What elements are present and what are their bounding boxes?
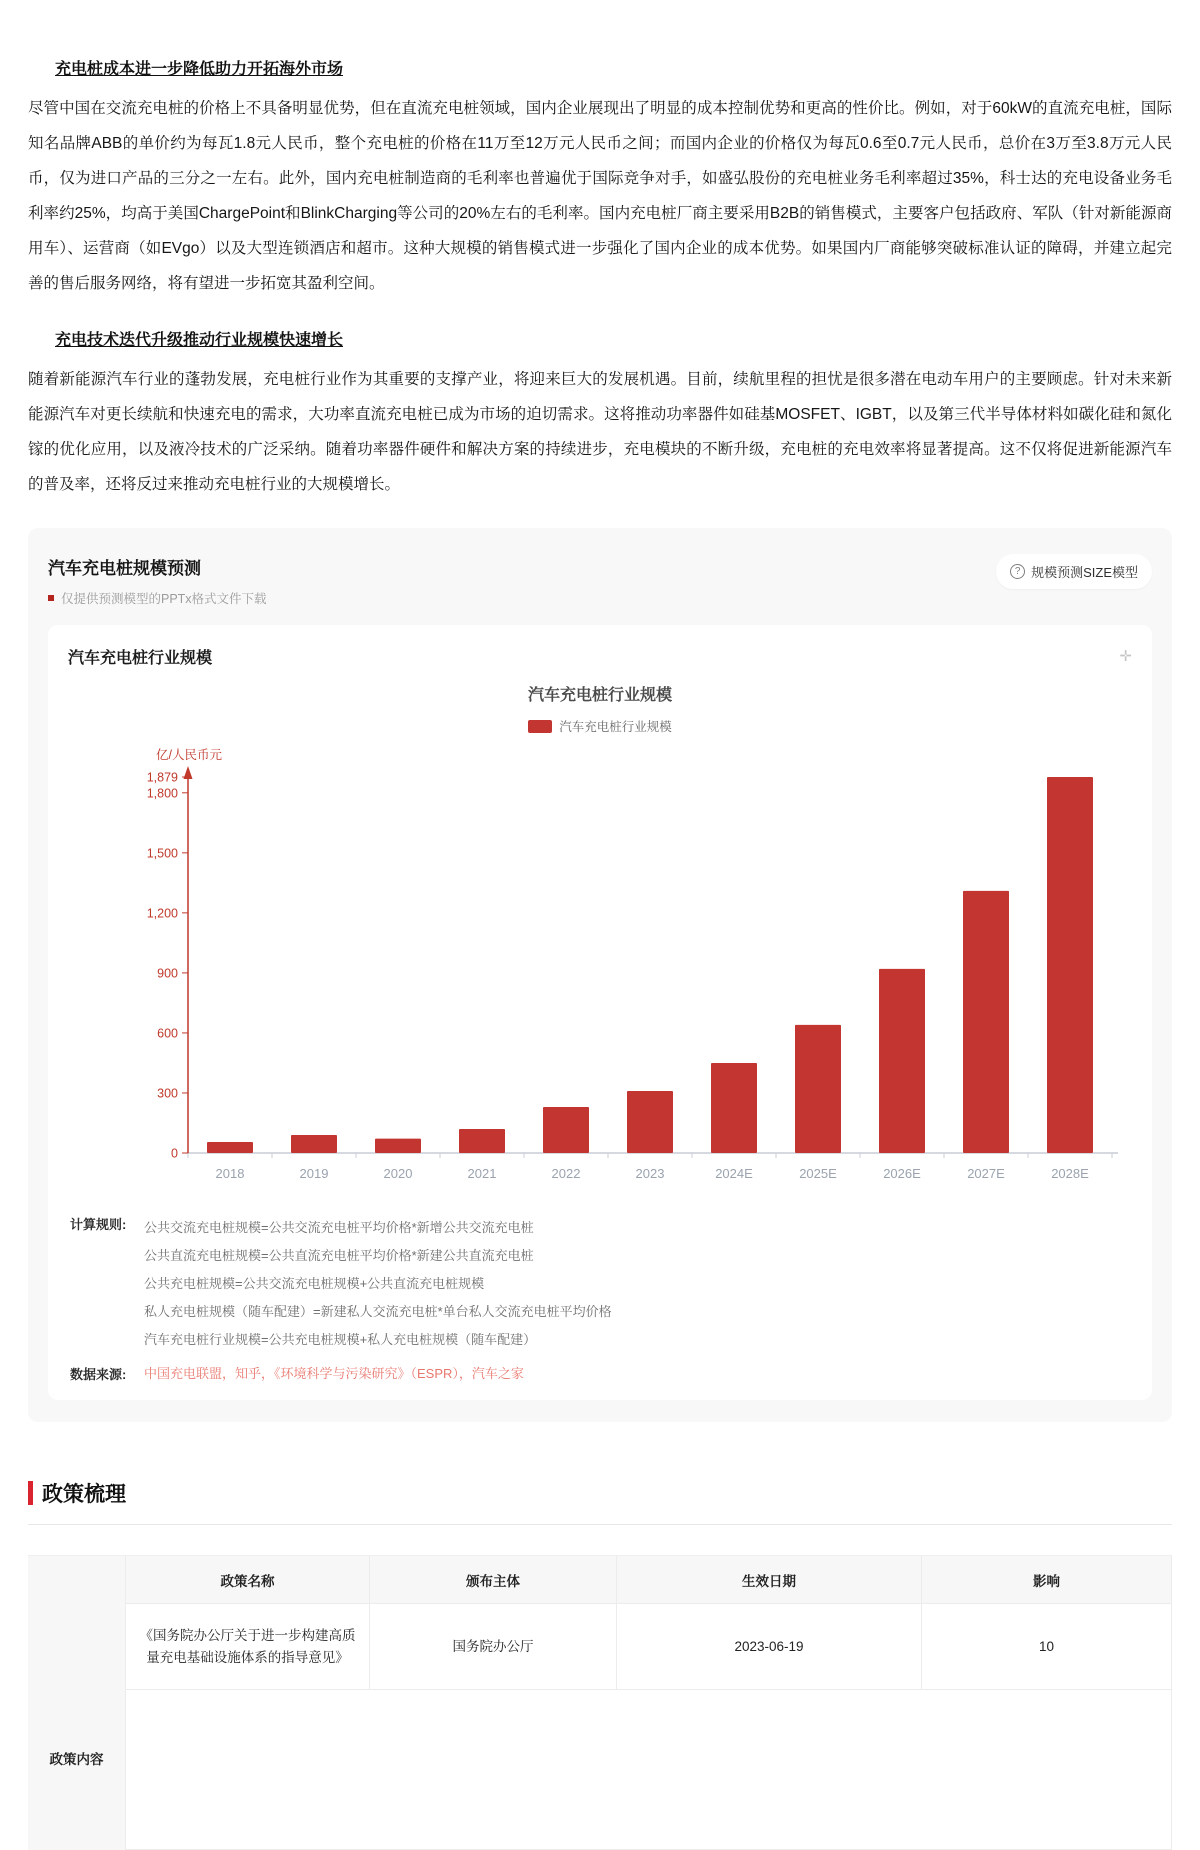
svg-text:2027E: 2027E [967,1166,1005,1181]
forecast-card-title: 汽车充电桩规模预测 [48,559,201,578]
svg-text:2023: 2023 [635,1166,665,1181]
policy-name-cell: 《国务院办公厅关于进一步构建高质量充电基础设施体系的指导意见》 [126,1604,370,1690]
plus-icon[interactable]: ✛ [1119,648,1132,665]
chart-card-title: 汽车充电桩行业规模 [68,650,213,667]
chart-legend [68,717,1132,735]
chart-title: 汽车充电桩行业规模 [527,687,672,704]
forecast-card-title-block [48,554,267,607]
section-paragraph-technology: 随着新能源汽车行业的蓬勃发展，充电桩行业作为其重要的支撑产业，将迎来巨大的发展机遇。目前，续航里程的担忧是很多潜在电动车用户的主要顾虑。针对未来新能源汽车对更长续航和快速充电的需求，大功率直流充电桩已成为市场的迫切需求。这将推动功率器件如硅基MOSFET、IGBT，以及第三代半导体材料如碳化硅和氮化镓的优化应用，以及液冷技术的广泛采纳。随着功率器件硬件和解决方案的持续进步，充电模块的不断升级，充电桩的充电效率将显著提高。这不仅将促进新能源汽车的普及率，还将反过来推动充电桩行业的大规模增长。 [28,371,1172,493]
chart-area [68,743,1132,1198]
svg-text:2020: 2020 [383,1166,413,1181]
policy-section-title: 政策梳理 [42,1483,126,1506]
calc-rules-row [70,1214,1132,1354]
data-source-label: 数据来源: [70,1367,127,1382]
forecast-card-header [48,554,1152,607]
forecast-card-note-text: 仅提供预测模型的PPTx格式文件下载 [61,592,267,606]
data-source-row [70,1364,1132,1384]
table-gutter-cell [28,1556,126,1604]
legend-marker-icon [528,720,552,733]
column-header-impact: 影响 [922,1556,1172,1604]
policy-impact-cell: 10 [922,1604,1172,1690]
red-bar-icon [28,1481,33,1505]
section-heading-overseas: 充电桩成本进一步降低助力开拓海外市场 [55,61,344,78]
table-gutter-cell [28,1604,126,1690]
svg-text:2018: 2018 [215,1166,245,1181]
svg-text:2026E: 2026E [883,1166,921,1181]
forecast-card [28,528,1172,1422]
column-header-issuer: 颁布主体 [370,1556,617,1604]
section-divider [28,1524,1172,1525]
svg-text:亿/人民币元: 亿/人民币元 [156,748,222,762]
legend-label: 汽车充电桩行业规模 [559,720,672,734]
chart-card-header [68,645,1132,668]
help-question-icon: ? [1010,564,1025,579]
calc-rule-line: 私人充电桩规模（随车配建）=新建私人交流充电桩*单台私人交流充电桩平均价格 [144,1304,612,1319]
data-source-value: 中国充电联盟，知乎，《环境科学与污染研究》（ESPR），汽车之家 [144,1366,524,1381]
calc-rules-list [144,1214,612,1354]
svg-text:0: 0 [171,1146,178,1161]
red-square-bullet-icon [48,595,54,601]
policy-content-row-label: 政策内容 [28,1690,126,1850]
svg-text:300: 300 [157,1086,178,1101]
svg-text:1,879: 1,879 [146,770,178,785]
chart-footnotes [68,1214,1132,1384]
section-heading-technology: 充电技术迭代升级推动行业规模快速增长 [55,332,344,349]
size-model-button-label: 规模预测SIZE模型 [1031,565,1138,580]
calc-rules-label: 计算规则: [70,1217,127,1232]
forecast-card-note [48,589,267,607]
svg-text:1,200: 1,200 [146,906,178,921]
size-model-button[interactable] [996,554,1152,589]
svg-text:600: 600 [157,1026,178,1041]
svg-text:2022: 2022 [551,1166,581,1181]
svg-text:2024E: 2024E [715,1166,753,1181]
svg-text:900: 900 [157,966,178,981]
svg-text:1,800: 1,800 [146,786,178,801]
svg-text:2021: 2021 [467,1166,497,1181]
calc-rule-line: 汽车充电桩行业规模=公共充电桩规模+私人充电桩规模（随车配建） [144,1332,537,1347]
policy-date-cell: 2023-06-19 [617,1604,922,1690]
calc-rule-line: 公共交流充电桩规模=公共交流充电桩平均价格*新增公共交流充电桩 [144,1220,534,1235]
svg-text:2028E: 2028E [1051,1166,1089,1181]
column-header-policy-name: 政策名称 [126,1556,370,1604]
calc-rule-line: 公共充电桩规模=公共交流充电桩规模+公共直流充电桩规模 [144,1276,485,1291]
svg-text:2025E: 2025E [799,1166,837,1181]
policy-content-cell [126,1690,1172,1850]
column-header-effective-date: 生效日期 [617,1556,922,1604]
policy-issuer-cell: 国务院办公厅 [370,1604,617,1690]
calc-rule-line: 公共直流充电桩规模=公共直流充电桩平均价格*新建公共直流充电桩 [144,1248,534,1263]
svg-text:1,500: 1,500 [146,846,178,861]
bar-chart-svg [68,743,1132,1198]
policy-section-heading [28,1478,1172,1508]
svg-text:2019: 2019 [299,1166,329,1181]
policy-table [28,1555,1172,1850]
section-paragraph-overseas: 尽管中国在交流充电桩的价格上不具备明显优势，但在直流充电桩领域，国内企业展现出了明显的成本控制优势和更高的性价比。例如，对于60kW的直流充电桩，国际知名品牌ABB的单价约为每瓦1.8元人民币，整个充电桩的价格在11万至12万元人民币之间；而国内企业的价格仅为每瓦0.6至0.7元人民币，总价在3万至3.8万元人民币，仅为进口产品的三分之一左右。此外，国内充电桩制造商的毛利率也普遍优于国际竞争对手，如盛弘股份的充电桩业务毛利率超过35%，科士达的充电设备业务毛利率约25%，均高于美国ChargePoint和BlinkCharging等公司的20%左右的毛利率。国内充电桩厂商主要采用B2B的销售模式，主要客户包括政府、军队（针对新能源商用车）、运营商（如EVgo）以及大型连锁酒店和超市。这种大规模的销售模式进一步强化了国内企业的成本优势。如果国内厂商能够突破标准认证的障碍，并建立起完善的售后服务网络，将有望进一步拓宽其盈利空间。 [28,100,1172,292]
chart-card [48,625,1152,1400]
